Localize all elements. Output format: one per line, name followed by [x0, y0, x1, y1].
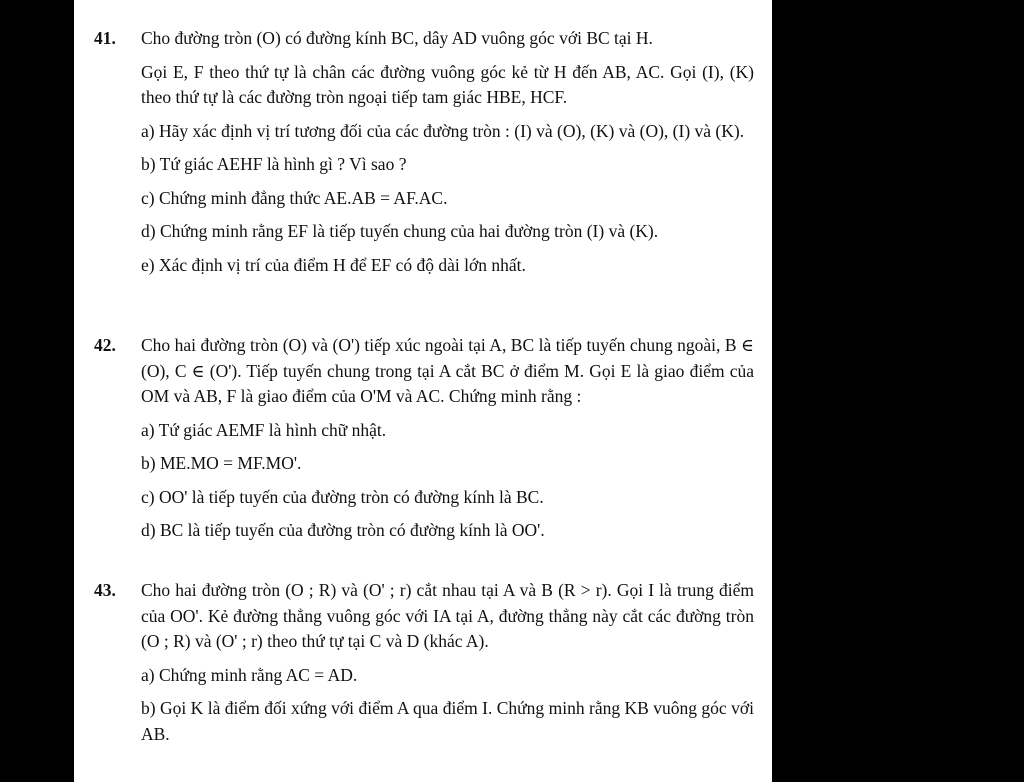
problem-41 [94, 26, 754, 278]
sub-question-a: a) Hãy xác định vị trí tương đối của các đường tròn : (I) và (O), (K) và (O), (I) và (K). [141, 120, 745, 141]
sub-question-b: b) Gọi K là điểm đối xứng với điểm A qua điểm I. Chứng minh rằng KB vuông góc với AB. [141, 698, 754, 744]
sub-question-e: e) Xác định vị trí của điểm H để EF có độ dài lớn nhất. [141, 254, 526, 275]
problem-42 [94, 333, 754, 544]
sub-question-b: b) ME.MO = MF.MO'. [141, 453, 302, 473]
sub-question-c: c) Chứng minh đẳng thức AE.AB = AF.AC. [141, 187, 448, 208]
sub-question-c: c) OO' là tiếp tuyến của đường tròn có đường kính là BC. [141, 486, 544, 507]
document-page [74, 0, 772, 782]
problem-statement: Gọi E, F theo thứ tự là chân các đường vuông góc kẻ từ H đến AB, AC. Gọi (I), (K) theo thứ tự là các đường tròn ngoại tiếp tam giác HBE, HCF. [141, 61, 754, 107]
problem-statement: Cho đường tròn (O) có đường kính BC, dây AD vuông góc với BC tại H. [141, 28, 653, 48]
problem-number: 42. [94, 335, 116, 355]
sub-question-b: b) Tứ giác AEHF là hình gì ? Vì sao ? [141, 154, 407, 174]
problem-number: 41. [94, 28, 116, 48]
problem-43 [94, 578, 754, 747]
problem-statement: Cho hai đường tròn (O ; R) và (O' ; r) cắt nhau tại A và B (R > r). Gọi I là trung điểm của OO'. Kẻ đường thẳng vuông góc với IA tại A, đường thẳng này cắt các đường tròn (O ; R) và (O' ; r) theo thứ tự tại C và D (khác A). [141, 580, 754, 651]
problem-statement: Cho hai đường tròn (O) và (O') tiếp xúc ngoài tại A, BC là tiếp tuyến chung ngoài, B ∈ (O), C ∈ (O'). Tiếp tuyến chung trong tại A cắt BC ở điểm M. Gọi E là giao điểm của OM và AB, F là giao điểm của O'M và AC. Chứng minh rằng : [141, 335, 754, 406]
sub-question-d: d) Chứng minh rằng EF là tiếp tuyến chung của hai đường tròn (I) và (K). [141, 221, 659, 241]
sub-question-a: a) Tứ giác AEMF là hình chữ nhật. [141, 419, 387, 440]
sub-question-a: a) Chứng minh rằng AC = AD. [141, 664, 358, 685]
sub-question-d: d) BC là tiếp tuyến của đường tròn có đường kính là OO'. [141, 520, 545, 540]
problem-number: 43. [94, 580, 116, 600]
